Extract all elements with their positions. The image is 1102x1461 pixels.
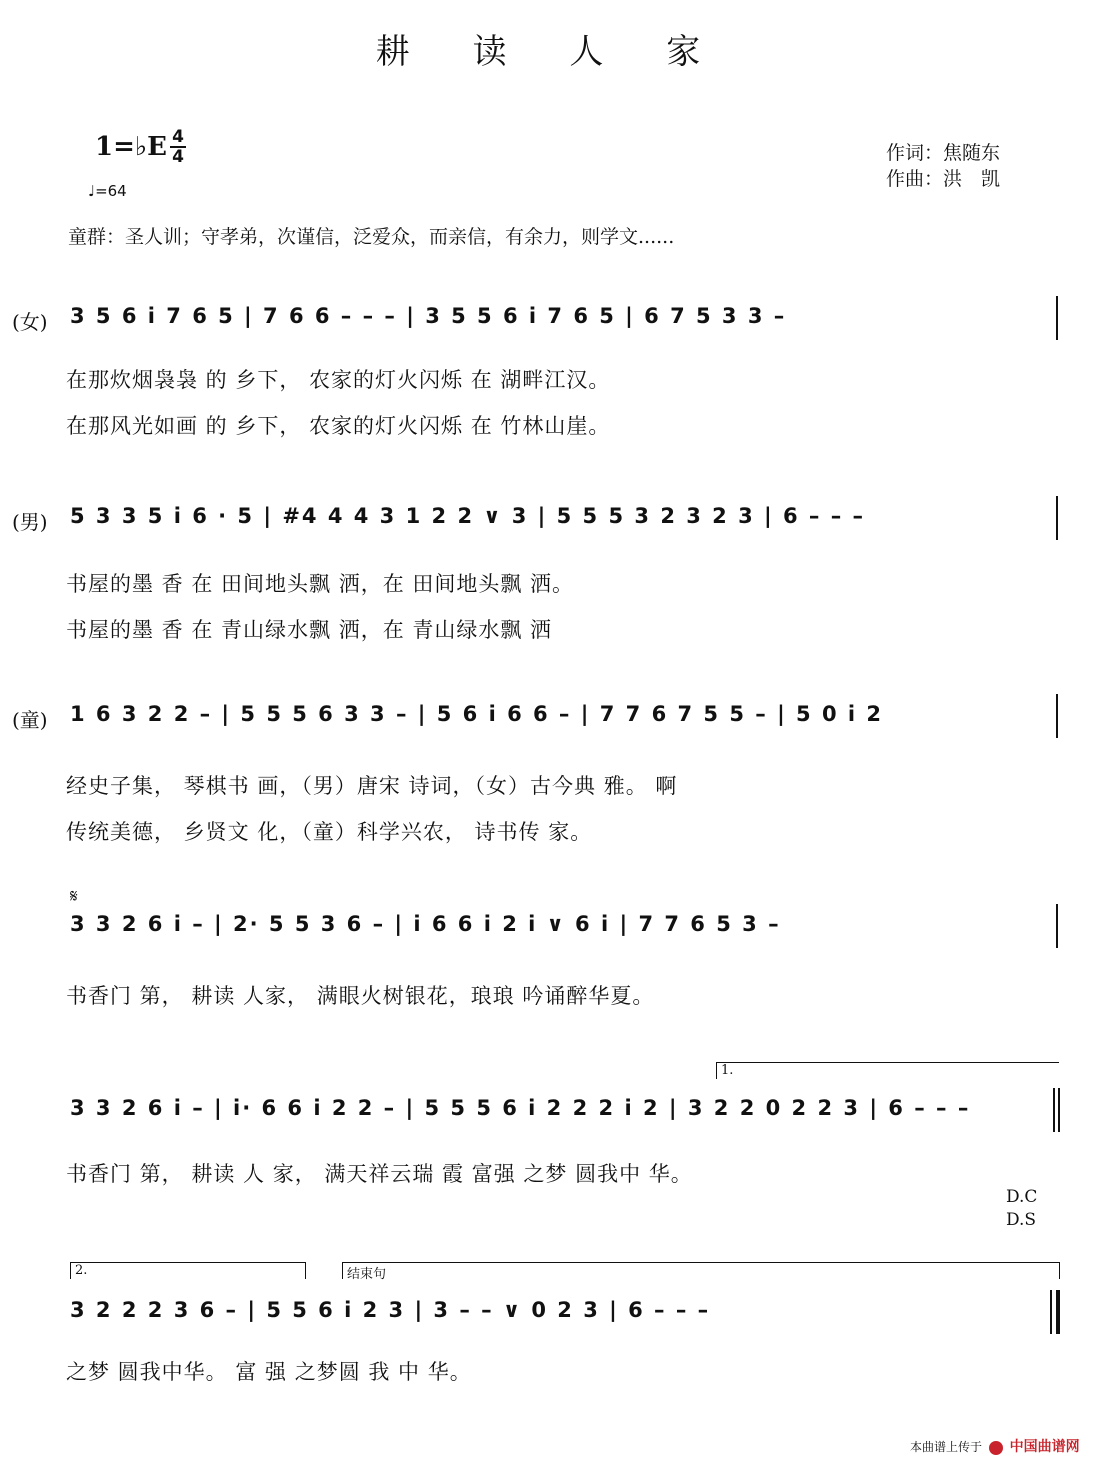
notes-line: 3 3 2 6 i – | 2· 5 5 3 6 – | i 6 6 i 2 i ∨ 6 i | 7 7 6 5 3 –	[70, 912, 781, 936]
final-barline	[1058, 1088, 1060, 1132]
key-signature: 1=♭E	[95, 132, 167, 162]
volta-number: 1.	[721, 1063, 734, 1078]
notes-line: 3 2 2 2 3 6 – | 5 5 6 i 2 3 | 3 – – ∨ 0 2 3 | 6 – – –	[70, 1298, 711, 1322]
notes-line: 1 6 3 2 2 – | 5 5 5 6 3 3 – | 5 6 i 6 6 – | 7 7 6 7 5 5 – | 5 0 i 2	[70, 702, 884, 726]
lyric-line: 传统美德， 乡贤文 化，（童）科学兴农， 诗书传 家。	[66, 820, 593, 844]
staff-system-6	[0, 1290, 1102, 1340]
voice-label: (童)	[12, 708, 48, 732]
site-logo-icon	[989, 1441, 1003, 1455]
page-title: 耕 读 人 家	[375, 32, 727, 72]
ending-bracket	[342, 1262, 1060, 1282]
staff-system-2	[0, 496, 1102, 546]
composer: 作曲：洪 凯	[886, 168, 1001, 190]
notes-line: 3 5 6 i 7 6 5 | 7 6 6 – – – | 3 5 5 6 i 7 6 5 | 6 7 5 3 3 –	[70, 304, 787, 328]
dal-segno: D.S	[1006, 1210, 1037, 1230]
lyric-line: 书香门 第， 耕读 人 家， 满天祥云瑞 霞 富强 之梦 圆我中 华。	[66, 1162, 693, 1186]
staff-system-3	[0, 694, 1102, 744]
da-capo: D.C	[1006, 1187, 1038, 1207]
staff-system-4	[0, 904, 1102, 954]
lyric-line: 在那风光如画 的 乡下， 农家的灯火闪烁 在 竹林山崖。	[66, 414, 611, 438]
notes-line: 5 3 3 5 i 6 · 5 | #4 4 4 3 1 2 2 ∨ 3 | 5 5 5 3 2 3 2 3 | 6 – – –	[70, 504, 866, 528]
lyric-line: 经史子集， 琴棋书 画，（男）唐宋 诗词，（女）古今典 雅。 啊	[66, 774, 678, 798]
voice-label: (女)	[12, 310, 48, 334]
time-denominator: 4	[172, 147, 184, 167]
tempo-marking: ♩=64	[88, 182, 127, 200]
time-numerator: 4	[172, 127, 184, 147]
lyric-line: 书香门 第， 耕读 人家， 满眼火树银花，琅琅 吟诵醉华夏。	[66, 984, 655, 1008]
final-barline	[1050, 1290, 1052, 1334]
footer-brand[interactable]: 中国曲谱网	[1009, 1439, 1080, 1455]
staff-system-5	[0, 1088, 1102, 1138]
barline	[1056, 296, 1058, 340]
time-signature	[170, 128, 186, 166]
footer-text: 本曲谱上传于	[910, 1440, 983, 1454]
volta-bracket-2	[70, 1262, 306, 1279]
notes-line: 3 3 2 6 i – | i· 6 6 i 2 2 – | 5 5 5 6 i 2 2 2 i 2 | 3 2 2 0 2 2 3 | 6 – – –	[70, 1096, 971, 1120]
volta-number: 2.	[75, 1263, 88, 1278]
lyricist: 作词：焦随东	[886, 142, 1001, 164]
staff-system-1	[0, 296, 1102, 346]
repeat-instructions	[1006, 1186, 1037, 1232]
lyric-line: 书屋的墨 香 在 青山绿水飘 洒，在 青山绿水飘 洒	[66, 618, 553, 642]
lyric-line: 之梦 圆我中华。 富 强 之梦圆 我 中 华。	[66, 1360, 472, 1384]
volta-bracket-1	[716, 1062, 1059, 1079]
final-barline	[1056, 1290, 1060, 1334]
barline	[1056, 904, 1058, 948]
barline	[1056, 496, 1058, 540]
segno-icon: 𝄋	[70, 886, 78, 907]
barline	[1056, 694, 1058, 738]
lyric-line: 在那炊烟袅袅 的 乡下， 农家的灯火闪烁 在 湖畔江汉。	[66, 368, 611, 392]
ending-label: 结束句	[347, 1267, 387, 1282]
final-barline	[1053, 1088, 1055, 1132]
intro-chant: 童群：圣人训；守孝弟，次谨信，泛爱众，而亲信，有余力，则学文......	[68, 226, 675, 248]
voice-label: (男)	[12, 510, 48, 534]
credits	[886, 140, 1000, 192]
lyric-line: 书屋的墨 香 在 田间地头飘 洒，在 田间地头飘 洒。	[66, 572, 575, 596]
footer-watermark	[910, 1436, 1080, 1456]
